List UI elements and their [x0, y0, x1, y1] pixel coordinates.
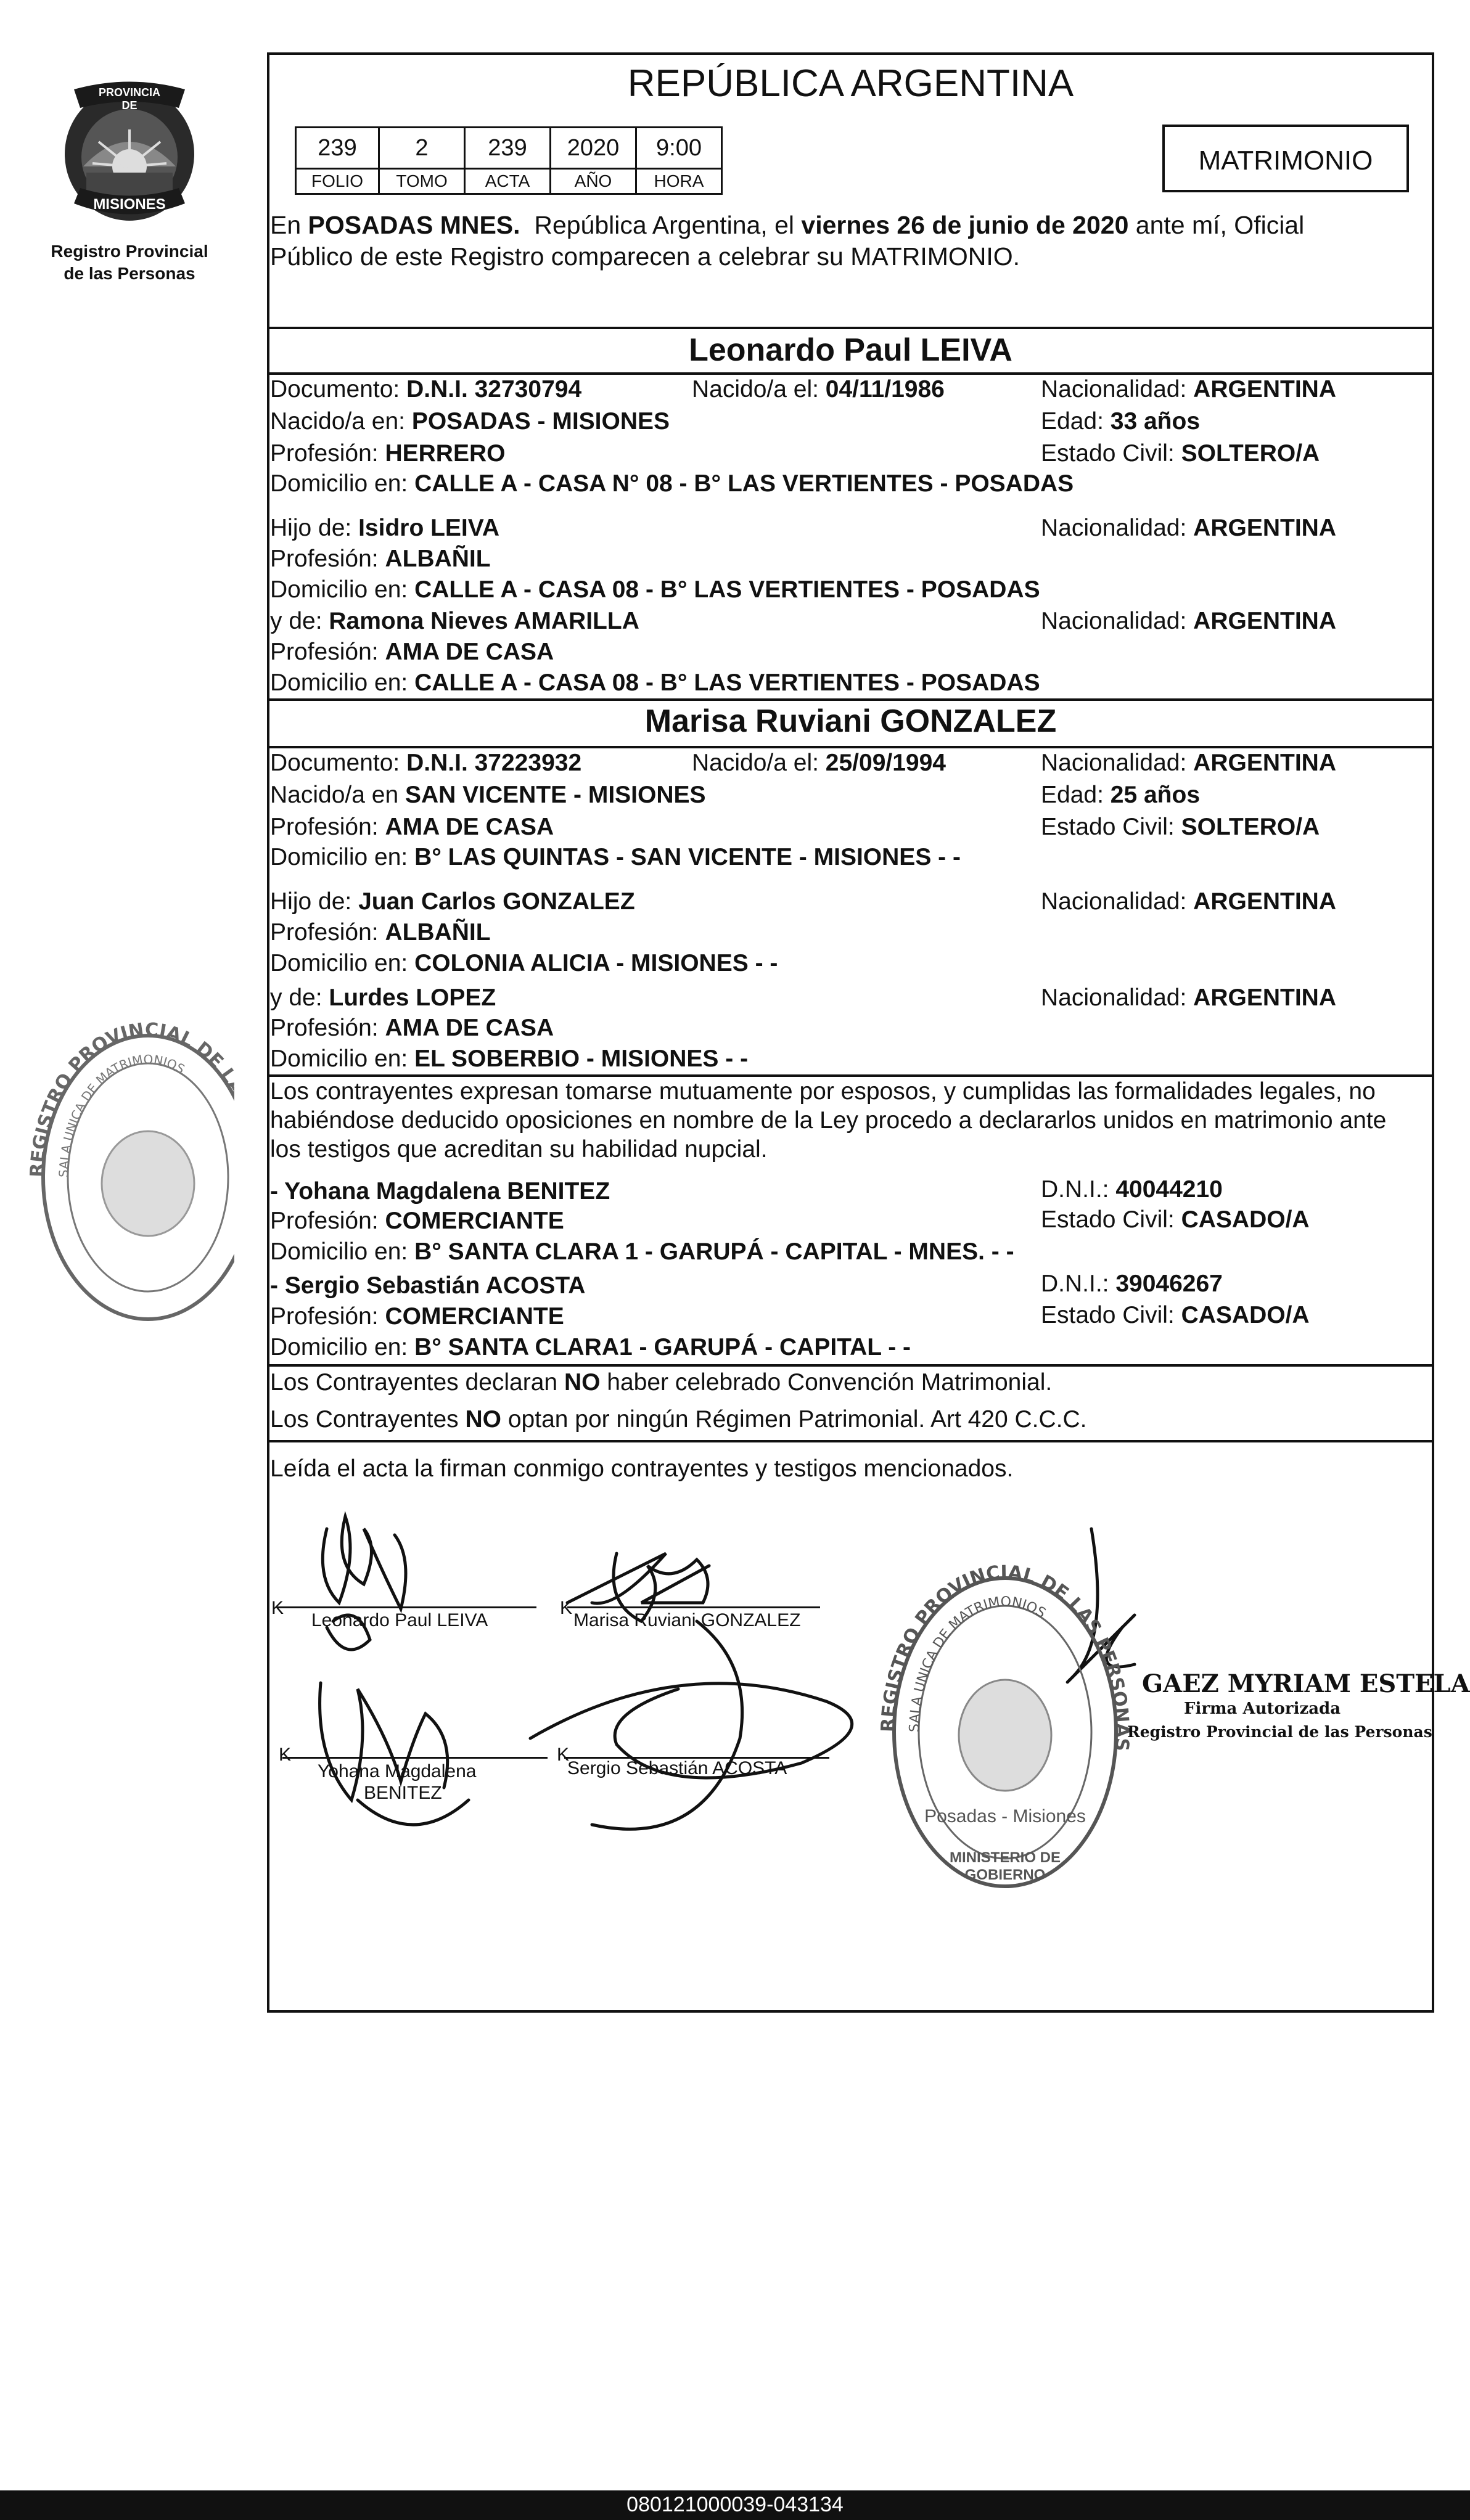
bride-mother-profession: Profesión: AMA DE CASA	[270, 1015, 554, 1041]
bride-civil-status: Estado Civil: SOLTERO/A	[1041, 814, 1320, 840]
groom-father: Hijo de: Isidro LEIVA	[270, 515, 500, 541]
convention-line-2: Los Contrayentes NO optan por ningún Régimen Patrimonial. Art 420 C.C.C.	[270, 1406, 1087, 1433]
bride-mother-nationality: Nacionalidad: ARGENTINA	[1041, 984, 1337, 1011]
divider-groom	[267, 372, 1434, 375]
logo-caption-1: Registro Provincial	[51, 242, 208, 261]
page-title: REPÚBLICA ARGENTINA	[627, 62, 1074, 105]
groom-mother-profession: Profesión: AMA DE CASA	[270, 639, 554, 665]
witness-2-address: Domicilio en: B° SANTA CLARA1 - GARUPÁ - CAPITAL - -	[270, 1334, 911, 1360]
field-folio: 239 FOLIO	[295, 126, 380, 195]
field-anio: 2020 AÑO	[549, 126, 637, 195]
right-stamp-bottom: MINISTERIO DE GOBIERNO	[949, 1849, 1061, 1883]
witness-2-civil-status: Estado Civil: CASADO/A	[1041, 1302, 1310, 1328]
header-fields	[295, 126, 723, 195]
witness-1-name: - Yohana Magdalena BENITEZ	[270, 1178, 610, 1205]
intro-line-2: Público de este Registro comparecen a celebrar su MATRIMONIO.	[270, 242, 1020, 271]
divider-top	[267, 327, 1434, 329]
logo-caption-2: de las Personas	[64, 264, 195, 283]
groom-born-in: Nacido/a en: POSADAS - MISIONES	[270, 408, 670, 435]
groom-age: Edad: 33 años	[1041, 408, 1201, 435]
bride-doc: Documento: D.N.I. 37223932	[270, 750, 582, 776]
bride-name: Marisa Ruviani GONZALEZ	[644, 703, 1057, 739]
signature-label-witness-2: Sergio Sebastián ACOSTA	[567, 1758, 787, 1778]
bride-age: Edad: 25 años	[1041, 782, 1201, 808]
groom-father-nationality: Nacionalidad: ARGENTINA	[1041, 515, 1337, 541]
groom-mother-nationality: Nacionalidad: ARGENTINA	[1041, 608, 1337, 634]
right-round-stamp	[876, 1560, 1135, 1905]
left-stamp-inner: SALA UNICA DE MATRIMONIOS	[55, 1052, 187, 1178]
bride-address: Domicilio en: B° LAS QUINTAS - SAN VICENTE - MISIONES - -	[270, 844, 961, 870]
bride-born-in: Nacido/a en SAN VICENTE - MISIONES	[270, 782, 706, 808]
groom-nationality: Nacionalidad: ARGENTINA	[1041, 376, 1337, 403]
official-name: GAEZ MYRIAM ESTELA	[1142, 1669, 1470, 1698]
groom-address: Domicilio en: CALLE A - CASA N° 08 - B° LAS VERTIENTES - POSADAS	[270, 470, 1074, 497]
bride-father-nationality: Nacionalidad: ARGENTINA	[1041, 888, 1337, 915]
mark-groom: K	[271, 1598, 284, 1618]
mark-witness-2: K	[557, 1745, 570, 1765]
mark-witness-1: K	[279, 1745, 292, 1765]
official-role: Firma Autorizada	[1184, 1700, 1341, 1718]
logo-seal-top: PROVINCIA DE	[98, 86, 160, 112]
signature-label-groom: Leonardo Paul LEIVA	[311, 1610, 488, 1630]
witness-1-address: Domicilio en: B° SANTA CLARA 1 - GARUPÁ - CAPITAL - MNES. - -	[270, 1238, 1014, 1265]
witness-1-profession: Profesión: COMERCIANTE	[270, 1208, 564, 1234]
groom-name: Leonardo Paul LEIVA	[689, 332, 1012, 368]
act-type-box: MATRIMONIO	[1162, 125, 1409, 192]
groom-mother: y de: Ramona Nieves AMARILLA	[270, 608, 639, 634]
bride-mother-address: Domicilio en: EL SOBERBIO - MISIONES - -	[270, 1045, 749, 1072]
field-hora: 9:00 HORA	[635, 126, 723, 195]
field-acta: 239 ACTA	[464, 126, 551, 195]
footer-code: 080121000039-043134	[626, 2493, 844, 2516]
divider-bride	[267, 746, 1434, 748]
intro-line-1: En POSADAS MNES. República Argentina, el viernes 26 de junio de 2020 ante mí, Oficial	[270, 211, 1305, 239]
closing-text: Leída el acta la firman conmigo contrayentes y testigos mencionados.	[270, 1455, 1014, 1482]
declaration-line-2: habiéndose deducido oposiciones en nombre de la Ley procedo a declararlos unidos en matrimonio ante	[270, 1107, 1387, 1134]
convention-line-1: Los Contrayentes declaran NO haber celebrado Convención Matrimonial.	[270, 1369, 1053, 1396]
logo-seal-bottom: MISIONES	[93, 196, 166, 213]
field-tomo: 2 TOMO	[378, 126, 466, 195]
right-stamp-city: Posadas - Misiones	[924, 1806, 1086, 1827]
bride-profession: Profesión: AMA DE CASA	[270, 814, 554, 840]
groom-father-profession: Profesión: ALBAÑIL	[270, 546, 491, 572]
groom-father-address: Domicilio en: CALLE A - CASA 08 - B° LAS VERTIENTES - POSADAS	[270, 576, 1040, 603]
right-stamp-outer: REGISTRO PROVINCIAL DE LAS PERSONAS	[877, 1561, 1133, 1752]
bride-mother: y de: Lurdes LOPEZ	[270, 984, 496, 1011]
witness-1-dni: D.N.I.: 40044210	[1041, 1176, 1223, 1203]
official-office: Registro Provincial de las Personas	[1127, 1723, 1432, 1741]
declaration-line-3: los testigos que acreditan su habilidad nupcial.	[270, 1136, 768, 1163]
witness-2-dni: D.N.I.: 39046267	[1041, 1270, 1223, 1297]
divider-closing	[267, 1440, 1434, 1442]
witness-1-civil-status: Estado Civil: CASADO/A	[1041, 1206, 1310, 1233]
bride-born-on: Nacido/a el: 25/09/1994	[692, 750, 946, 776]
left-stamp-outer: REGISTRO PROVINCIAL DE	[26, 1019, 228, 1178]
groom-doc: Documento: D.N.I. 32730794	[270, 376, 582, 403]
declaration-line-1: Los contrayentes expresan tomarse mutuamente por esposos, y cumplidas las formalidades legales, no	[270, 1078, 1376, 1105]
bride-nationality: Nacionalidad: ARGENTINA	[1041, 750, 1337, 776]
groom-profession: Profesión: HERRERO	[270, 440, 506, 467]
province-logo	[49, 80, 210, 228]
divider-declaration	[267, 1074, 1434, 1077]
bride-father-profession: Profesión: ALBAÑIL	[270, 919, 491, 946]
witness-2-profession: Profesión: COMERCIANTE	[270, 1303, 564, 1330]
left-round-stamp	[0, 1011, 234, 1344]
groom-mother-address: Domicilio en: CALLE A - CASA 08 - B° LAS VERTIENTES - POSADAS	[270, 669, 1040, 696]
groom-born-on: Nacido/a el: 04/11/1986	[692, 376, 945, 403]
divider-convention	[267, 1364, 1434, 1367]
groom-civil-status: Estado Civil: SOLTERO/A	[1041, 440, 1320, 467]
right-stamp-inner: SALA UNICA DE MATRIMONIOS	[906, 1594, 1049, 1733]
signature-label-bride: Marisa Ruviani GONZALEZ	[573, 1610, 801, 1630]
bride-father: Hijo de: Juan Carlos GONZALEZ	[270, 888, 635, 915]
signature-label-witness-1a: Yohana Magdalena	[318, 1761, 477, 1782]
witness-2-name: - Sergio Sebastián ACOSTA	[270, 1272, 586, 1299]
mark-bride: K	[560, 1598, 573, 1618]
signature-label-witness-1b: BENITEZ	[364, 1783, 442, 1803]
bride-father-address: Domicilio en: COLONIA ALICIA - MISIONES - -	[270, 950, 778, 976]
divider-bride-top	[267, 698, 1434, 701]
